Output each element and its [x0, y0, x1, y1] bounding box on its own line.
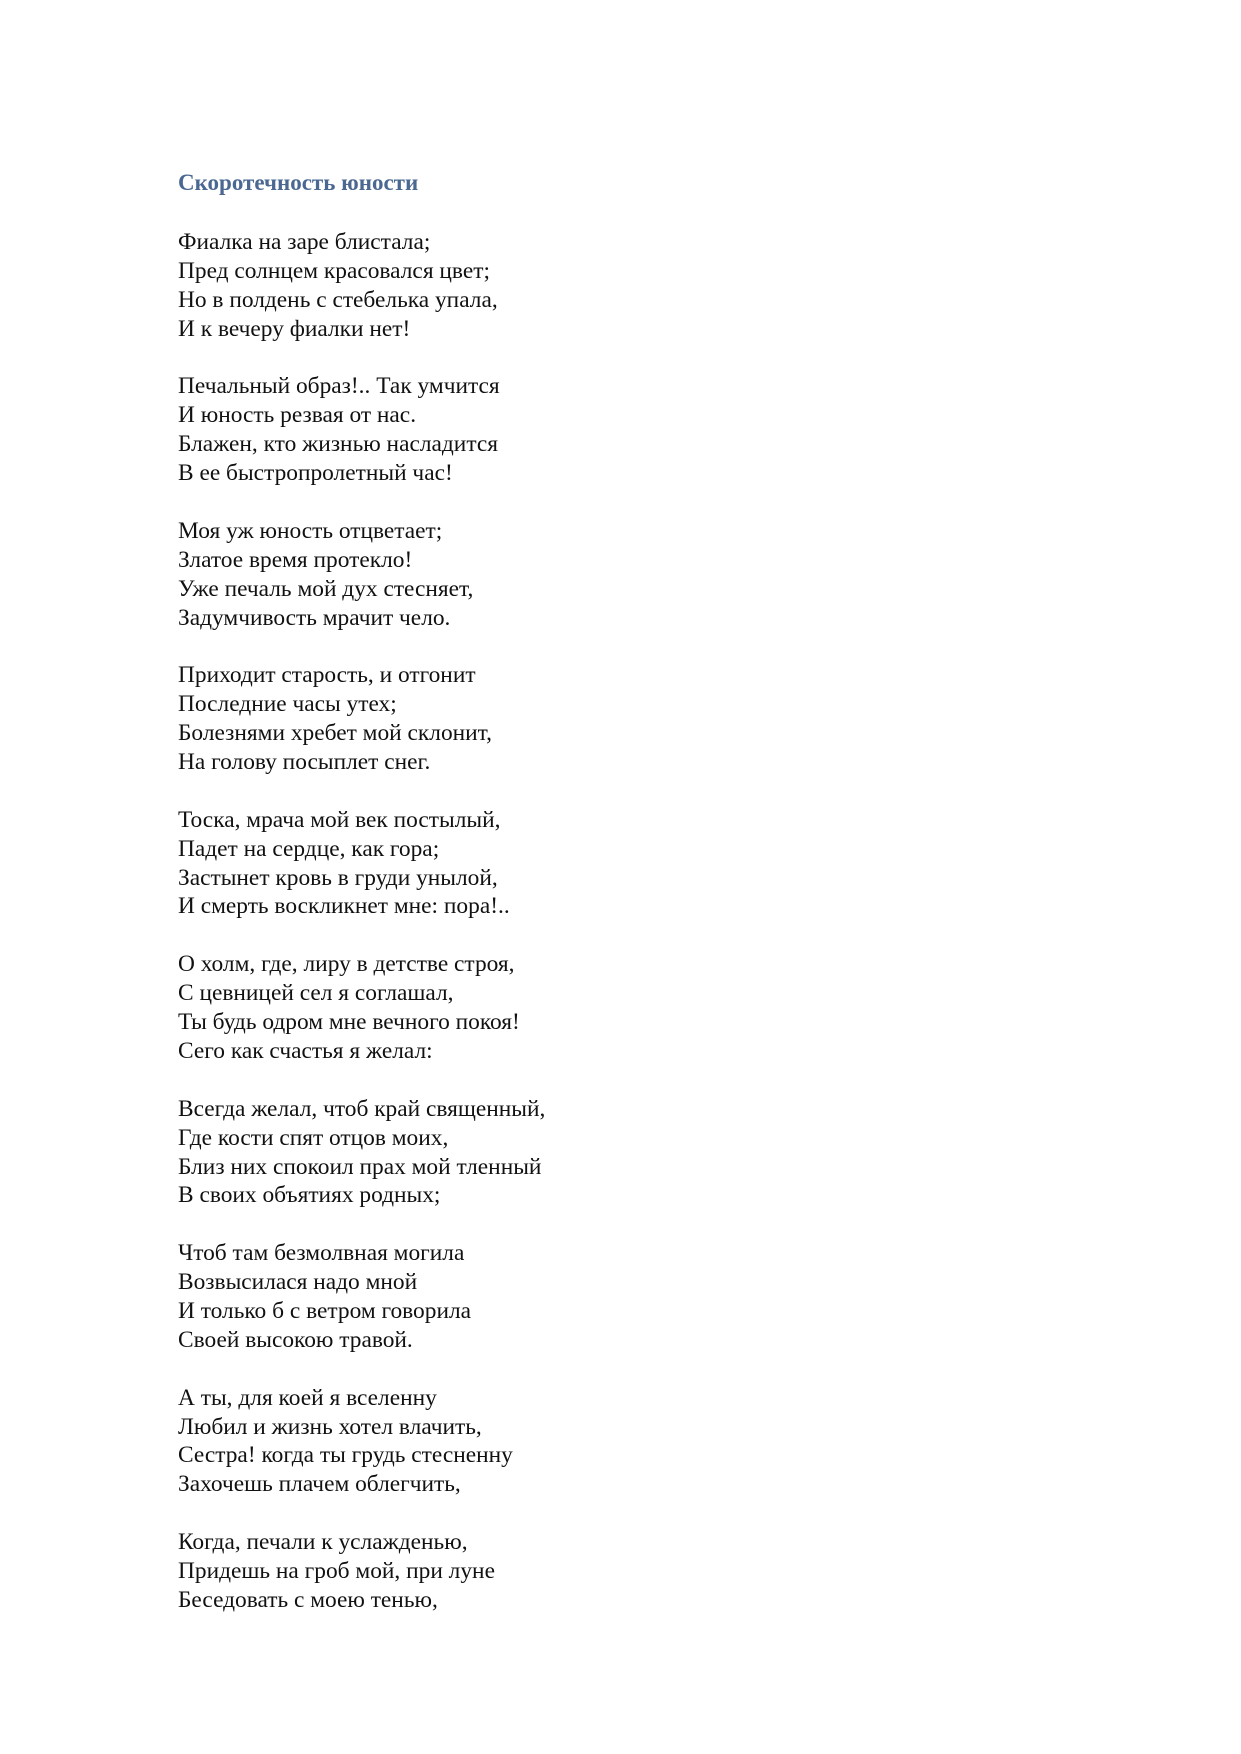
poem-line: Задумчивость мрачит чело.	[178, 604, 451, 631]
poem-line: Болезнями хребет мой склонит,	[178, 720, 492, 747]
stanza	[178, 661, 978, 777]
poem-line: В ее быстропролетный час!	[178, 460, 453, 487]
poem-line: Блажен, кто жизнью насладится	[178, 431, 498, 458]
stanza	[178, 228, 978, 344]
stanza	[178, 1384, 978, 1500]
poem-line: Придешь на гроб мой, при луне	[178, 1557, 495, 1584]
stanza	[178, 1528, 978, 1615]
stanza	[178, 1095, 978, 1211]
poem-line: Своей высокою травой.	[178, 1326, 413, 1353]
poem-line: Где кости спят отцов моих,	[178, 1124, 449, 1151]
stanza	[178, 806, 978, 922]
poem-line: На голову посыплет снег.	[178, 749, 431, 776]
poem-line: Любил и жизнь хотел влачить,	[178, 1413, 482, 1440]
poem-line: Сестра! когда ты грудь стесненну	[178, 1442, 513, 1469]
poem-line: Пред солнцем красовался цвет;	[178, 257, 490, 284]
stanza	[178, 517, 978, 633]
poem-line: Когда, печали к услажденью,	[178, 1529, 468, 1556]
poem-line: В своих объятиях родных;	[178, 1182, 441, 1209]
poem-line: И только б с ветром говорила	[178, 1297, 472, 1324]
poem-line: Печальный образ!.. Так умчится	[178, 373, 500, 400]
poem-line: И юность резвая от нас.	[178, 402, 417, 429]
poem-line: Застынет кровь в груди унылой,	[178, 864, 498, 891]
poem-line: Всегда желал, чтоб край священный,	[178, 1095, 546, 1122]
poem-line: Беседовать с моею тенью,	[178, 1586, 438, 1613]
poem-line: И смерть воскликнет мне: пора!..	[178, 893, 510, 920]
poem-line: Уже печаль мой дух стесняет,	[178, 575, 474, 602]
stanza	[178, 950, 978, 1066]
poem-line: С цевницей сел я соглашал,	[178, 980, 454, 1007]
poem-line: Тоска, мрача мой век постылый,	[178, 806, 501, 833]
poem-line: Моя уж юность отцветает;	[178, 517, 443, 544]
poem-line: Ты будь одром мне вечного покоя!	[178, 1009, 520, 1036]
stanza	[178, 372, 978, 488]
poem-body	[178, 228, 978, 1644]
stanza	[178, 1239, 978, 1355]
poem-line: Сего как счастья я желал:	[178, 1037, 433, 1064]
poem-line: Чтоб там безмолвная могила	[178, 1240, 465, 1267]
poem-line: Фиалка на заре блистала;	[178, 229, 431, 255]
poem-line: Приходит старость, и отгонит	[178, 662, 476, 689]
poem-line: И к вечеру фиалки нет!	[178, 315, 411, 342]
poem-line: Последние часы утех;	[178, 691, 397, 718]
poem-line: Но в полдень с стебелька упала,	[178, 286, 498, 313]
poem-line: Златое время протекло!	[178, 546, 413, 573]
poem-line: Падет на сердце, как гора;	[178, 835, 440, 862]
poem-line: Захочешь плачем облегчить,	[178, 1471, 461, 1498]
poem-title: Скоротечность юности	[178, 170, 419, 195]
poem-line: Близ них спокоил прах мой тленный	[178, 1153, 542, 1180]
poem-line: Возвысилася надо мной	[178, 1269, 418, 1296]
poem-line: А ты, для коей я вселенну	[178, 1384, 437, 1411]
poem-line: О холм, где, лиру в детстве строя,	[178, 951, 515, 978]
